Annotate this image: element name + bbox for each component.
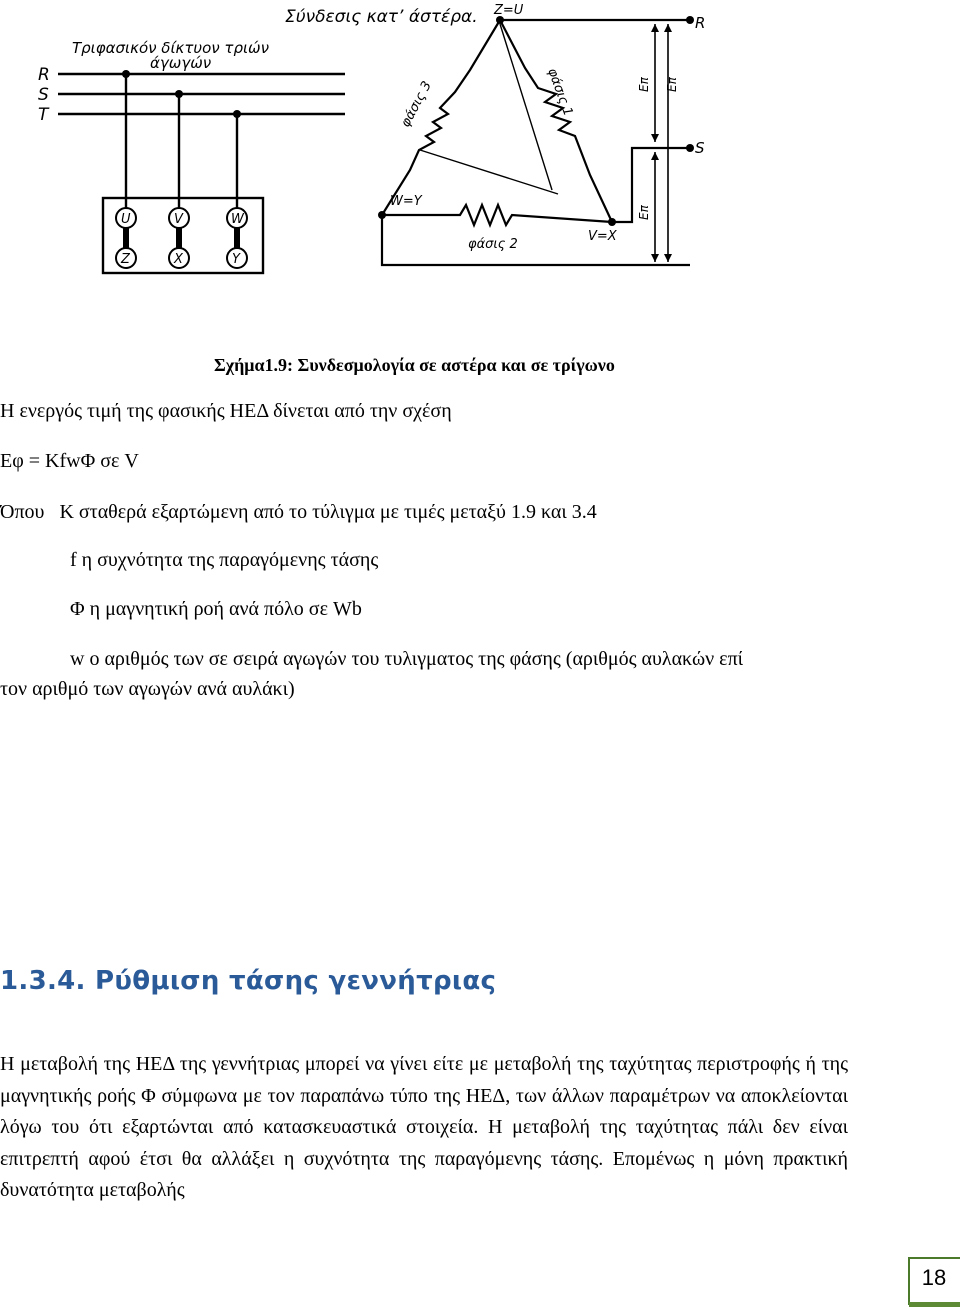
network-label-1: Τριφασικόν δίκτυον τριών xyxy=(72,39,269,57)
node-right-label: V=X xyxy=(588,229,617,244)
phase-3-label: φάσις 3 xyxy=(398,78,435,130)
node-left-label: W=Y xyxy=(390,194,422,209)
network-label-2: άγωγών xyxy=(150,54,212,72)
figure-caption: Σχήμα1.9: Συνδεσμολογία σε αστέρα και σε τρίγωνο xyxy=(214,355,615,375)
text-line-1: Η ενεργός τιμή της φασικής ΗΕΔ δίνεται από την σχέση xyxy=(0,400,452,422)
terminal-v: V xyxy=(174,212,183,227)
voltage-label-3: Επ xyxy=(637,205,651,220)
formula-line: Εφ = ΚfwΦ σε V xyxy=(0,450,139,472)
page-number: 18 xyxy=(921,1265,947,1290)
phase-1-label: φάσις 1 xyxy=(544,66,576,119)
text-line-where: Όπου Κ σταθερά εξαρτώμενη από το τύλιγμα με τιμές μεταξύ 1.9 και 3.4 xyxy=(0,501,597,523)
voltage-label-2: Επ xyxy=(665,77,679,92)
node-top-label: Z=U xyxy=(494,3,524,18)
label-t: T xyxy=(38,105,49,125)
text-line-w: w ο αριθμός των σε σειρά αγωγών του τυλιγματος της φάσης (αριθμός αυλακών επί xyxy=(70,648,744,670)
terminal-z: Z xyxy=(121,252,130,267)
text-line-f: f η συχνότητα της παραγόμενης τάσης xyxy=(70,549,379,571)
phase-2-label: φάσις 2 xyxy=(468,237,518,252)
text-line-phi: Φ η μαγνητική ροή ανά πόλο σε Wb xyxy=(70,598,362,620)
terminal-w: W xyxy=(231,212,244,227)
terminal-u: U xyxy=(121,212,131,227)
voltage-label-1: Επ xyxy=(637,77,651,92)
label-s: S xyxy=(38,85,49,105)
text-line-w-cont: τον αριθμό των αγωγών ανά αυλάκι) xyxy=(0,678,295,700)
label-r: R xyxy=(38,65,50,85)
figure-title: Σύνδεσις κατ’ άστέρα. xyxy=(285,7,478,27)
terminal-y: Y xyxy=(232,252,240,267)
star-connection-diagram xyxy=(0,0,960,300)
page-number-bar xyxy=(909,1302,960,1307)
section-heading: 1.3.4. Ρύθμιση τάσης γεννήτριας xyxy=(0,966,497,996)
output-r-label: R xyxy=(695,14,706,32)
output-s-label: S xyxy=(695,139,705,157)
body-paragraph: Η μεταβολή της ΗΕΔ της γεννήτριας μπορεί να γίνει είτε με μεταβολή της ταχύτητας περιστροφής ή της μαγνητικής ροής Φ σύμφωνα με τον παραπάνω τύπο της ΗΕΔ, των άλλων παραμέτρων να αποκλείονται λόγω του ότι εξαρτώνται από κατασκευαστικά στοιχεία. Η μεταβολή της ταχύτητας πάλι δεν είναι επιτρεπτή αφού έτσι θα αλλάξει η συχνότητα της παραγόμενης τάσης. Επομένως η μόνη πρακτική δυνατότητα μεταβολής xyxy=(0,1053,848,1201)
terminal-x: X xyxy=(174,252,183,267)
